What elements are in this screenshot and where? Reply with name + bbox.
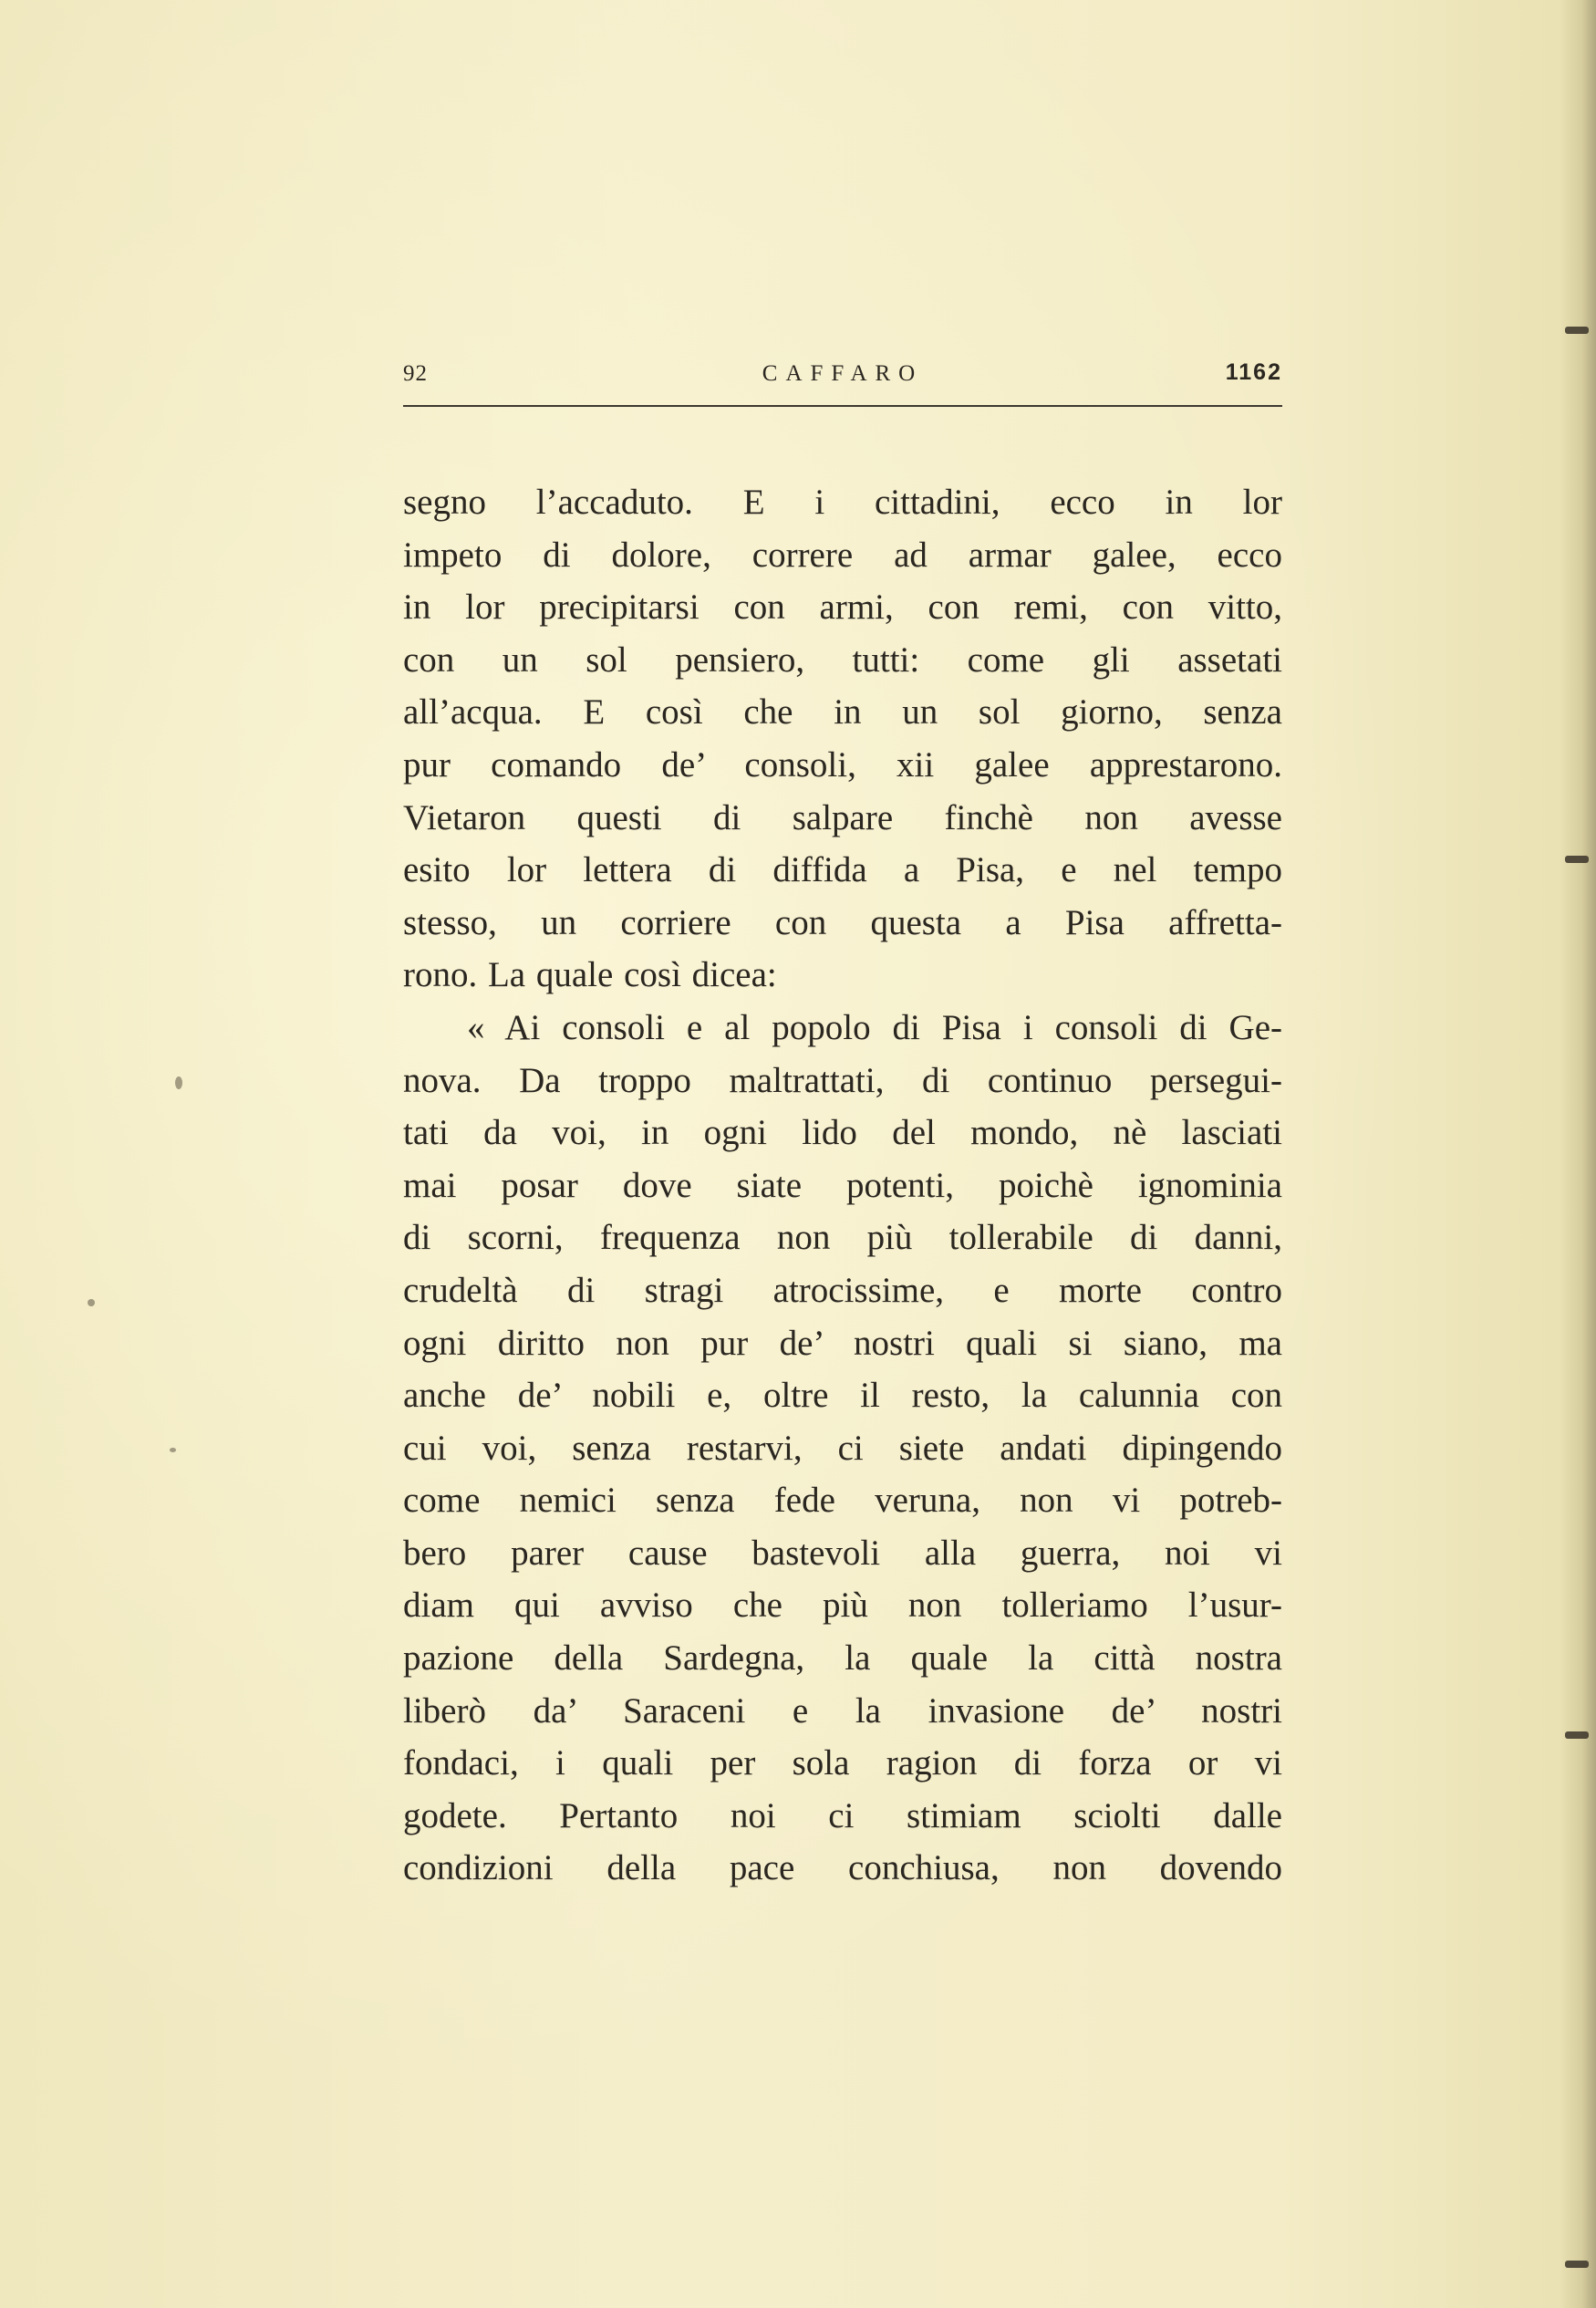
text-line: nova. Da troppo maltrattati, di continuo persegui- [403,1060,1282,1100]
text-line: con un sol pensiero, tutti: come gli assetati [403,639,1282,680]
text-line: bero parer cause bastevoli alla guerra, noi vi [403,1533,1282,1573]
body-text [403,476,1282,1895]
text-line: di scorni, frequenza non più tollerabile di danni, [403,1218,1282,1258]
text-line: come nemici senza fede veruna, non vi potreb- [403,1481,1282,1521]
paper-spot [170,1448,176,1452]
text-line: pazione della Sardegna, la quale la città nostra [403,1638,1282,1679]
running-title: CAFFARO [762,361,924,386]
binding-mark [1565,856,1589,863]
paper-spot [88,1299,95,1306]
text-line: in lor precipitarsi con armi, con remi, con vitto, [403,587,1282,628]
text-line: esito lor lettera di diffida a Pisa, e nel tempo [403,850,1282,890]
text-line: crudeltà di stragi atrocissime, e morte contro [403,1270,1282,1310]
text-line: mai posar dove siate potenti, poichè ignominia [403,1165,1282,1205]
year-label: 1162 [1225,359,1282,385]
page-right-edge [1560,0,1596,2308]
binding-mark [1565,327,1589,334]
binding-mark [1565,2261,1589,2268]
text-line: godete. Pertanto noi ci stimiam sciolti dalle [403,1795,1282,1835]
text-line: liberò da’ Saraceni e la invasione de’ nostri [403,1690,1282,1731]
text-line: all’acqua. E così che in un sol giorno, senza [403,692,1282,733]
text-line: tati da voi, in ogni lido del mondo, nè lasciati [403,1113,1282,1153]
text-line: pur comando de’ consoli, xii galee apprestarono. [403,744,1282,785]
paper-spot [175,1076,182,1089]
text-line: ogni diritto non pur de’ nostri quali si siano, ma [403,1323,1282,1363]
text-line: cui voi, senza restarvi, ci siete andati dipingendo [403,1428,1282,1468]
binding-mark [1565,1731,1589,1739]
text-line: rono. La quale così dicea: [403,955,777,995]
text-line: condizioni della pace conchiusa, non dovendo [403,1848,1282,1888]
text-line: anche de’ nobili e, oltre il resto, la calunnia con [403,1376,1282,1416]
text-line: fondaci, i quali per sola ragion di forza or vi [403,1743,1282,1783]
page-number: 92 [403,361,428,386]
text-line: « Ai consoli e al popolo di Pisa i consoli di Ge- [467,1007,1282,1047]
running-header [403,358,1282,407]
text-line: segno l’accaduto. E i cittadini, ecco in lor [403,483,1282,522]
text-line: diam qui avviso che più non tolleriamo l’usur- [403,1585,1282,1626]
text-line: stesso, un corriere con questa a Pisa affretta- [403,902,1282,942]
text-line: impeto di dolore, correre ad armar galee, ecco [403,535,1282,575]
text-line: Vietaron questi di salpare finchè non avesse [403,797,1282,837]
